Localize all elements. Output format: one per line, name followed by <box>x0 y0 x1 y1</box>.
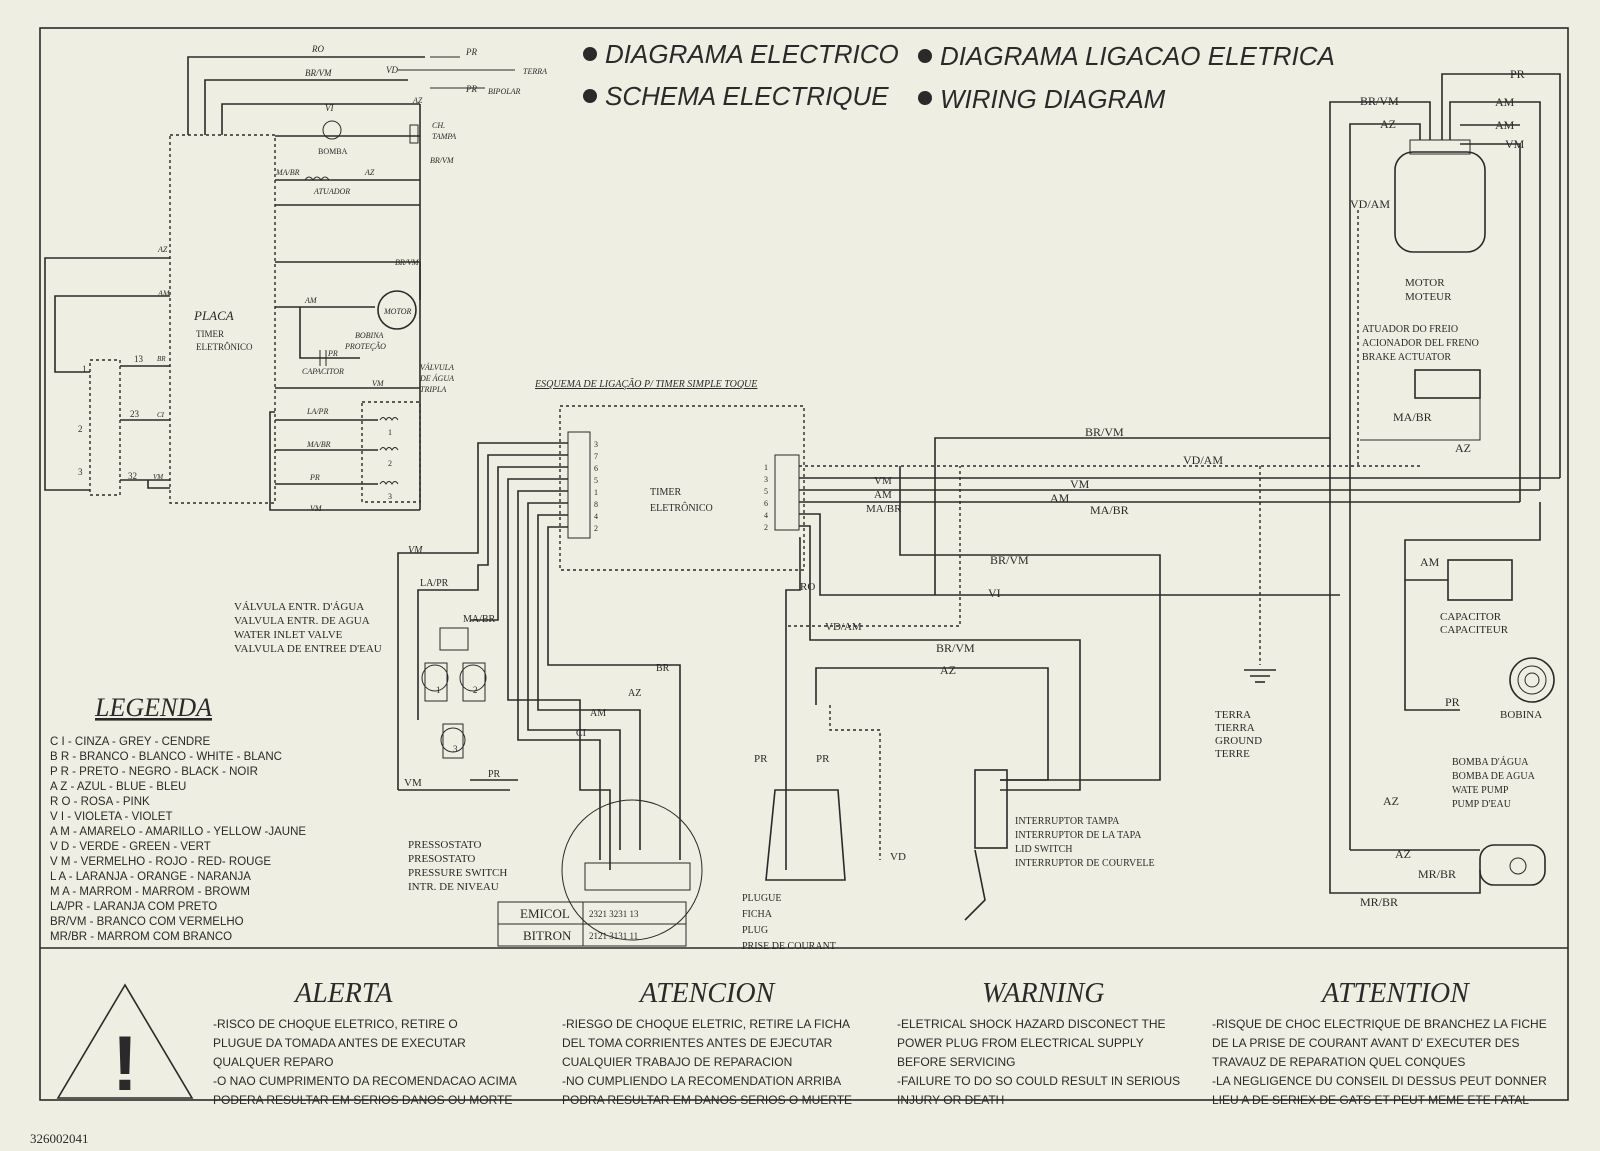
wire-brvm-2: BR/VM <box>990 553 1029 567</box>
legend-item: R O - ROSA - PINK <box>50 796 150 808</box>
wire-vm-label-1: VM <box>372 379 384 388</box>
attention-line: -LA NEGLIGENCE DU CONSEIL DI DESSUS PEUT DONNER <box>1212 1074 1547 1088</box>
wire-vm-label-2: VM <box>310 504 322 513</box>
valve-label-pt: VÁLVULA ENTR. D'ÁGUA <box>234 601 365 613</box>
legend-item: L A - LARANJA - ORANGE - NARANJA <box>50 871 251 883</box>
wire-ro-label: RO <box>312 44 324 54</box>
attention-line: LIEU A DE SERIEX DE GATS ET PEUT MEME ETE FATAL <box>1212 1093 1529 1107</box>
warning-line: INJURY OR DEATH <box>897 1093 1005 1107</box>
timer-connector-right <box>775 455 799 530</box>
actuator-label-en: BRAKE ACTUATOR <box>1362 352 1451 363</box>
wire-mabr-label: MA/BR <box>276 168 300 177</box>
plug-label-fr: PRISE DE COURANT <box>742 941 836 952</box>
moteur-label: MOTEUR <box>1405 291 1452 303</box>
valve-box <box>362 402 420 502</box>
capaciteur-label: CAPACITEUR <box>1440 624 1509 636</box>
legend-item: V M - VERMELHO - ROJO - RED- ROUGE <box>50 856 272 868</box>
wire-brvm-label-3: BR/VM <box>395 258 419 267</box>
legend-title: LEGENDA <box>95 693 212 722</box>
wire-br-label-c: BR <box>656 663 670 674</box>
bobina-label-r: BOBINA <box>1500 709 1543 721</box>
wire-pr-bobina: PR <box>1445 695 1460 709</box>
alerta-line: PODERA RESULTAR EM SERIOS DANOS OU MORTE <box>213 1093 513 1107</box>
placa-timer-label: TIMER <box>196 329 224 339</box>
legend-item: LA/PR - LARANJA COM PRETO <box>50 901 218 913</box>
wire-brvm-r: BR/VM <box>1360 94 1399 108</box>
pressure-switch-left <box>90 360 120 495</box>
wire-mrbr-2: MR/BR <box>1360 895 1399 909</box>
wire-vd-label-c: VD <box>890 851 906 863</box>
wire-vm-small: VM <box>153 473 164 481</box>
wire-brvm-h: BR/VM <box>1085 425 1124 439</box>
lid-label-pt: INTERRUPTOR TAMPA <box>1015 816 1120 827</box>
atencion-line: CUALQUIER TRABAJO DE REPARACION <box>562 1055 793 1069</box>
legend-item: A M - AMARELO - AMARILLO - YELLOW -JAUNE <box>50 826 307 838</box>
plug-pr-right: PR <box>816 753 830 765</box>
legend-item: B R - BRANCO - BLANCO - WHITE - BLANC <box>50 751 282 763</box>
wire-am-label-1: AM <box>158 289 170 298</box>
bobina-label: BOBINA <box>355 331 384 340</box>
emicol-pins: 2321 3231 13 <box>589 909 639 919</box>
title-pt2: DIAGRAMA LIGACAO ELETRICA <box>940 41 1335 71</box>
wire-pr-bottom: PR <box>488 769 501 780</box>
bitron-label: BITRON <box>523 928 572 943</box>
valve-label-fr: VALVULA DE ENTREE D'EAU <box>234 643 382 655</box>
alerta-title: ALERTA <box>295 978 393 1009</box>
press-label-fr: INTR. DE NIVEAU <box>408 881 499 893</box>
bitron-pins: 2121 3131 11 <box>589 931 639 941</box>
motor-label-small: MOTOR <box>384 307 412 316</box>
wire-am-h: AM <box>1050 491 1070 505</box>
terra-label: TERRA <box>523 67 547 76</box>
bipolar-label: BIPOLAR <box>488 87 521 96</box>
wire-ci-label-c: CI <box>576 728 586 739</box>
attention-line: DE LA PRISE DE COURANT AVANT D' EXECUTER DES <box>1212 1036 1520 1050</box>
title-en: WIRING DIAGRAM <box>940 84 1166 114</box>
capacitor-icon <box>1448 560 1512 600</box>
wire-am-r1: AM <box>1495 95 1515 109</box>
brake-actuator-icon <box>1415 370 1480 398</box>
pin-left: 8 <box>594 500 598 509</box>
pin-right: 3 <box>764 475 768 484</box>
wire-az-label-1: AZ <box>413 96 423 105</box>
pin-right: 6 <box>764 499 768 508</box>
lid-switch-icon <box>410 125 418 143</box>
wire-mabr-r: MA/BR <box>1393 410 1432 424</box>
center-circuit <box>234 378 1560 952</box>
wire-az-label-c: AZ <box>628 688 642 699</box>
valve-label-en: WATER INLET VALVE <box>234 629 343 641</box>
document-number: 326002041 <box>30 1131 89 1146</box>
legend-item: MR/BR - MARROM COM BRANCO <box>50 931 233 943</box>
protecao-label: PROTEÇÃO <box>345 342 386 351</box>
wire-br-small: BR <box>157 355 166 363</box>
wire-vdam-r: VD/AM <box>1350 197 1391 211</box>
press-label-en: PRESSURE SWITCH <box>408 867 508 879</box>
ch-label: CH. <box>432 121 446 130</box>
warning-line: POWER PLUG FROM ELECTRICAL SUPPLY <box>897 1036 1144 1050</box>
wire-pr-label-1: PR <box>466 47 477 57</box>
motor-icon-right <box>1395 152 1485 252</box>
legend-item: C I - CINZA - GREY - CENDRE <box>50 736 211 748</box>
wire-ro-label-c: RO <box>800 581 816 593</box>
actuator-label-pt: ATUADOR DO FREIO <box>1362 324 1459 335</box>
wire-mrbr: MR/BR <box>1418 867 1457 881</box>
wire-pr-r: PR <box>1510 67 1525 81</box>
valve-label-es: VALVULA ENTR. DE AGUA <box>234 615 370 627</box>
valve-3-label: 3 <box>388 492 392 501</box>
wire-az-r: AZ <box>1380 117 1396 131</box>
right-circuit <box>900 67 1560 920</box>
pin-13-label: 13 <box>134 354 143 364</box>
plug-label-es: FICHA <box>742 909 773 920</box>
legend-item: V D - VERDE - GREEN - VERT <box>50 841 211 853</box>
warning-line: BEFORE SERVICING <box>897 1055 1016 1069</box>
esquema-label: ESQUEMA DE LIGAÇÃO P/ TIMER SIMPLE TOQUE <box>535 379 758 390</box>
lid-label-en: LID SWITCH <box>1015 844 1073 855</box>
atencion-line: PODRA RESULTAR EM DANOS SERIOS O MUERTE <box>562 1093 853 1107</box>
pin-right: 4 <box>764 511 768 520</box>
actuator-label-es: ACIONADOR DEL FRENO <box>1362 338 1479 349</box>
pin-32-label: 32 <box>128 471 137 481</box>
wire-vm-bottom: VM <box>404 777 422 789</box>
pump-label-pt: BOMBA D'ÁGUA <box>1452 757 1529 768</box>
wire-vm-label-c: VM <box>408 545 423 556</box>
legend-item: P R - PRETO - NEGRO - BLACK - NOIR <box>50 766 258 778</box>
timer-connector-left <box>568 432 590 538</box>
wire-vi-label: VI <box>325 103 334 113</box>
warning-title: WARNING <box>982 978 1105 1009</box>
attention-line: -RISQUE DE CHOC ELECTRIQUE DE BRANCHEZ LA FICHE <box>1212 1017 1547 1031</box>
plug-label-pt: PLUGUE <box>742 893 782 904</box>
wire-mabr-h: MA/BR <box>1090 503 1129 517</box>
wire-brvm-3: BR/VM <box>936 641 975 655</box>
valve-num-3: 3 <box>453 744 458 754</box>
terre-label: TERRE <box>1215 748 1250 760</box>
pump-label-fr: PUMP D'EAU <box>1452 799 1511 810</box>
wire-az-pump-2: AZ <box>1395 847 1411 861</box>
ground-label: GROUND <box>1215 735 1263 747</box>
valve-num-2: 2 <box>473 685 478 695</box>
valve-2-label: 2 <box>388 459 392 468</box>
atencion-title: ATENCION <box>640 978 775 1009</box>
atencion-line: -NO CUMPLIENDO LA RECOMENDATION ARRIBA <box>562 1074 842 1088</box>
pin-left: 7 <box>594 452 598 461</box>
timer-label: TIMER <box>650 487 682 498</box>
capacitor-label-small: CAPACITOR <box>302 367 344 376</box>
wire-am-r2: AM <box>1495 118 1515 132</box>
wire-vm-r: VM <box>1505 137 1525 151</box>
warning-line: -ELETRICAL SHOCK HAZARD DISCONECT THE <box>897 1017 1166 1031</box>
left-circuit <box>45 44 547 513</box>
title-pt: DIAGRAMA ELECTRICO <box>605 39 899 69</box>
wire-vdam-h: VD/AM <box>1183 453 1224 467</box>
plug-label-en: PLUG <box>742 925 769 936</box>
valve-num-1: 1 <box>436 685 441 695</box>
wire-am-label-c: AM <box>590 708 607 719</box>
lid-label-fr: INTERRUPTOR DE COURVELE <box>1015 858 1155 869</box>
lid-switch-icon-r <box>975 770 1007 848</box>
wire-vm-label-r: VM <box>874 475 892 487</box>
wire-az-3: AZ <box>940 663 956 677</box>
pump-label-en: WATE PUMP <box>1452 785 1509 796</box>
attention-title: ATTENTION <box>1322 978 1469 1009</box>
atuador-label: ATUADOR <box>314 187 351 196</box>
motor-label: MOTOR <box>1405 277 1445 289</box>
capacitor-label: CAPACITOR <box>1440 611 1502 623</box>
pin-3-label: 3 <box>78 467 83 477</box>
legend-item: A Z - AZUL - BLUE - BLEU <box>50 781 187 793</box>
wire-lapr-label: LA/PR <box>307 407 329 416</box>
title-block <box>583 39 1335 114</box>
tierra-label: TIERRA <box>1215 722 1255 734</box>
pin-1-label: 1 <box>82 364 87 374</box>
wire-am-label-r: AM <box>874 489 892 501</box>
wire-pr-label-4: PR <box>310 473 320 482</box>
tampa-label: TAMPA <box>432 132 457 141</box>
pin-left: 3 <box>594 440 598 449</box>
pin-right: 1 <box>764 463 768 472</box>
pin-23-label: 23 <box>130 409 139 419</box>
pin-left: 1 <box>594 488 598 497</box>
valvula-label-2: DE ÁGUA <box>420 374 454 383</box>
wire-mabr-label-2: MA/BR <box>307 440 331 449</box>
plug-pr-left: PR <box>754 753 768 765</box>
warning-section <box>58 978 1547 1107</box>
warning-line: -FAILURE TO DO SO COULD RESULT IN SERIOUS <box>897 1074 1181 1088</box>
pin-left: 2 <box>594 524 598 533</box>
wire-vm-h: VM <box>1070 477 1090 491</box>
atencion-line: DEL TOMA CORRIENTES ANTES DE EJECUTAR <box>562 1036 833 1050</box>
attention-line: TRAVAUZ DE REPARATION QUEL CONQUES <box>1212 1055 1466 1069</box>
alerta-line: QUALQUER REPARO <box>213 1055 334 1069</box>
pin-2-label: 2 <box>78 424 83 434</box>
valvula-label-1: VÁLVULA <box>420 363 454 372</box>
wire-mabr-label-r: MA/BR <box>866 503 902 515</box>
timer-label-2: ELETRÔNICO <box>650 503 713 514</box>
wire-brvm-label-2: BR/VM <box>430 156 454 165</box>
wire-pr-label-3: PR <box>328 349 338 358</box>
valvula-label-3: TRIPLA <box>420 385 447 394</box>
wire-lapr-label-c: LA/PR <box>420 578 449 589</box>
legend-item: V I - VIOLETA - VIOLET <box>50 811 173 823</box>
pin-right: 2 <box>764 523 768 532</box>
emicol-label: EMICOL <box>520 906 570 921</box>
wire-vi-r: VI <box>988 586 1001 600</box>
atencion-line: -RIESGO DE CHOQUE ELETRIC, RETIRE LA FICHA <box>562 1017 851 1031</box>
lid-label-es: INTERRUPTOR DE LA TAPA <box>1015 830 1142 841</box>
pin-left: 6 <box>594 464 598 473</box>
placa-label: PLACA <box>194 308 234 323</box>
bomba-label: BOMBA <box>318 147 348 156</box>
wire-am-cap: AM <box>1420 555 1440 569</box>
wire-vd-label: VD <box>386 65 398 75</box>
wire-vdam-label-c: VD/AM <box>825 621 862 633</box>
water-pump-icon <box>1480 845 1545 885</box>
wire-brvm-label: BR/VM <box>305 68 332 78</box>
press-label-pt: PRESSOSTATO <box>408 839 482 851</box>
wire-az-pump: AZ <box>1383 794 1399 808</box>
pin-left: 5 <box>594 476 598 485</box>
wire-ci-small: CI <box>157 411 164 419</box>
press-label-es: PRESOSTATO <box>408 853 476 865</box>
wire-mabr-label-c: MA/BR <box>463 614 496 625</box>
plug-icon <box>766 790 845 880</box>
pin-right: 5 <box>764 487 768 496</box>
pump-label-es: BOMBA DE AGUA <box>1452 771 1535 782</box>
placa-timer-label-2: ELETRÔNICO <box>196 342 253 352</box>
legend <box>50 693 306 943</box>
valve-1-label: 1 <box>388 428 392 437</box>
warning-exclamation-icon: ! <box>112 1019 138 1107</box>
wire-am-label-2: AM <box>305 296 317 305</box>
wire-az-r2: AZ <box>1455 441 1471 455</box>
alerta-line: -O NAO CUMPRIMENTO DA RECOMENDACAO ACIMA <box>213 1074 517 1088</box>
wire-az-label-3: AZ <box>158 245 168 254</box>
alerta-line: -RISCO DE CHOQUE ELETRICO, RETIRE O <box>213 1017 458 1031</box>
wire-az-label-2: AZ <box>365 168 375 177</box>
alerta-line: PLUGUE DA TOMADA ANTES DE EXECUTAR <box>213 1036 466 1050</box>
wire-pr-label-2: PR <box>466 84 477 94</box>
bobina-icon <box>1510 658 1554 702</box>
legend-item: M A - MARROM - MARROM - BROWM <box>50 886 250 898</box>
terra-label-r: TERRA <box>1215 709 1252 721</box>
pin-left: 4 <box>594 512 598 521</box>
legend-item: BR/VM - BRANCO COM VERMELHO <box>50 916 244 928</box>
title-fr: SCHEMA ELECTRIQUE <box>605 81 889 111</box>
